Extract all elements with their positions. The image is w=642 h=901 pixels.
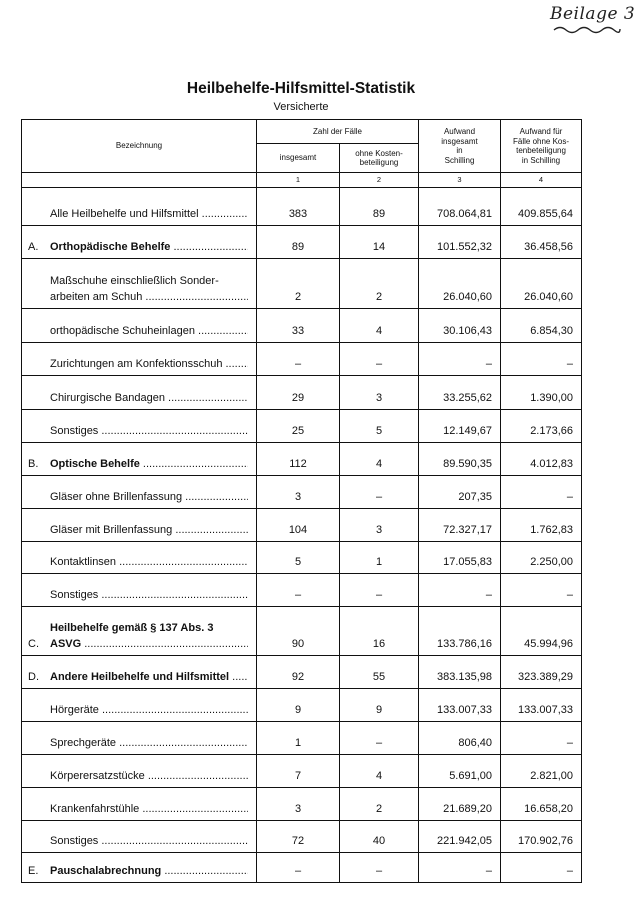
table-row bbox=[22, 853, 582, 883]
row-label-text: Gläser mit Brillenfassung ..... bbox=[50, 524, 248, 536]
cost-no-copay: 26.040,60 bbox=[501, 259, 582, 309]
table-row bbox=[22, 821, 582, 853]
row-label-text: Kontaktlinsen ..... bbox=[50, 556, 248, 568]
table-row bbox=[22, 509, 582, 542]
table-row bbox=[22, 376, 582, 410]
cost-no-copay: 1.390,00 bbox=[501, 376, 582, 410]
cost-total: – bbox=[419, 853, 501, 883]
table-row bbox=[22, 574, 582, 607]
table-row bbox=[22, 722, 582, 755]
count-total: 3 bbox=[257, 476, 340, 509]
cost-total: 30.106,43 bbox=[419, 309, 501, 343]
row-label bbox=[22, 574, 257, 607]
cost-total: – bbox=[419, 574, 501, 607]
count-total: – bbox=[257, 853, 340, 883]
row-label-text: Krankenfahrstühle ..... bbox=[50, 803, 248, 815]
header-col-number-blank bbox=[22, 173, 257, 188]
count-no-copay: – bbox=[340, 574, 419, 607]
table-row bbox=[22, 410, 582, 443]
table-row bbox=[22, 476, 582, 509]
count-no-copay: 3 bbox=[340, 376, 419, 410]
cost-no-copay: 2.173,66 bbox=[501, 410, 582, 443]
table-row bbox=[22, 259, 582, 309]
count-total: 90 bbox=[257, 607, 340, 656]
count-no-copay: – bbox=[340, 722, 419, 755]
cost-total: 72.327,17 bbox=[419, 509, 501, 542]
count-no-copay: 3 bbox=[340, 509, 419, 542]
row-label-text: Sprechgeräte ..... bbox=[50, 737, 248, 749]
cost-no-copay: – bbox=[501, 476, 582, 509]
row-label bbox=[22, 410, 257, 443]
count-no-copay: 1 bbox=[340, 542, 419, 574]
cost-total: 133.786,16 bbox=[419, 607, 501, 656]
header-col-number: 1 bbox=[257, 173, 340, 188]
row-label-text: Optische Behelfe ..... bbox=[50, 458, 248, 470]
count-no-copay: – bbox=[340, 476, 419, 509]
count-total: 383 bbox=[257, 188, 340, 226]
table-row bbox=[22, 689, 582, 722]
cost-no-copay: – bbox=[501, 722, 582, 755]
count-total: 25 bbox=[257, 410, 340, 443]
cost-no-copay: 45.994,96 bbox=[501, 607, 582, 656]
row-label-text: Körperersatzstücke ..... bbox=[50, 770, 248, 782]
row-label bbox=[22, 755, 257, 788]
row-label bbox=[22, 443, 257, 476]
row-label bbox=[22, 376, 257, 410]
cost-total: 21.689,20 bbox=[419, 788, 501, 821]
count-total: 92 bbox=[257, 656, 340, 689]
table-row bbox=[22, 755, 582, 788]
row-label bbox=[22, 689, 257, 722]
cost-no-copay: 1.762,83 bbox=[501, 509, 582, 542]
row-label-text: Pauschalabrechnung ..... bbox=[50, 865, 248, 877]
row-label bbox=[22, 343, 257, 376]
count-no-copay: – bbox=[340, 343, 419, 376]
cost-no-copay: 170.902,76 bbox=[501, 821, 582, 853]
cost-total: 383.135,98 bbox=[419, 656, 501, 689]
header-zahl-der-faelle: Zahl der Fälle bbox=[257, 120, 419, 144]
cost-no-copay: – bbox=[501, 343, 582, 376]
count-total: – bbox=[257, 343, 340, 376]
row-label-text: Orthopädische Behelfe ..... bbox=[50, 241, 248, 253]
count-total: 2 bbox=[257, 259, 340, 309]
document-title: Heilbehelfe-Hilfsmittel-Statistik bbox=[186, 80, 416, 97]
handwritten-annotation: Beilage 3 bbox=[550, 4, 636, 24]
row-label-text: Gläser ohne Brillenfassung ..... bbox=[50, 491, 248, 503]
header-col-number: 3 bbox=[419, 173, 501, 188]
cost-total: 708.064,81 bbox=[419, 188, 501, 226]
count-total: 7 bbox=[257, 755, 340, 788]
table-row bbox=[22, 226, 582, 259]
cost-total: 5.691,00 bbox=[419, 755, 501, 788]
cost-total: 17.055,83 bbox=[419, 542, 501, 574]
cost-no-copay: – bbox=[501, 574, 582, 607]
row-prefix: E. bbox=[28, 865, 39, 877]
cost-no-copay: 409.855,64 bbox=[501, 188, 582, 226]
row-prefix: C. bbox=[28, 638, 39, 650]
cost-total: 101.552,32 bbox=[419, 226, 501, 259]
row-label-text: Hörgeräte ..... bbox=[50, 704, 248, 716]
row-label bbox=[22, 476, 257, 509]
header-col-number: 2 bbox=[340, 173, 419, 188]
count-total: – bbox=[257, 574, 340, 607]
count-no-copay: 16 bbox=[340, 607, 419, 656]
statistics-table bbox=[21, 119, 582, 883]
cost-total: 12.149,67 bbox=[419, 410, 501, 443]
table-row bbox=[22, 656, 582, 689]
cost-total: 133.007,33 bbox=[419, 689, 501, 722]
row-label bbox=[22, 607, 257, 656]
count-total: 89 bbox=[257, 226, 340, 259]
count-no-copay: 4 bbox=[340, 309, 419, 343]
table-body bbox=[22, 188, 582, 883]
cost-total: 89.590,35 bbox=[419, 443, 501, 476]
cost-total: 26.040,60 bbox=[419, 259, 501, 309]
count-no-copay: 2 bbox=[340, 259, 419, 309]
row-label-text: Chirurgische Bandagen ..... bbox=[50, 392, 248, 404]
cost-no-copay: 36.458,56 bbox=[501, 226, 582, 259]
count-total: 9 bbox=[257, 689, 340, 722]
cost-total: – bbox=[419, 343, 501, 376]
row-label bbox=[22, 722, 257, 755]
table-row bbox=[22, 343, 582, 376]
count-no-copay: 4 bbox=[340, 443, 419, 476]
row-label bbox=[22, 259, 257, 309]
row-label-text: orthopädische Schuheinlagen ..... bbox=[50, 325, 248, 337]
count-total: 72 bbox=[257, 821, 340, 853]
count-total: 5 bbox=[257, 542, 340, 574]
count-no-copay: 2 bbox=[340, 788, 419, 821]
row-label bbox=[22, 656, 257, 689]
table-row bbox=[22, 788, 582, 821]
header-col-number: 4 bbox=[501, 173, 582, 188]
cost-total: 33.255,62 bbox=[419, 376, 501, 410]
row-label-text: Alle Heilbehelfe und Hilfsmittel ..... bbox=[50, 208, 248, 220]
header-bezeichnung: Bezeichnung bbox=[22, 120, 257, 173]
table-row bbox=[22, 309, 582, 343]
count-no-copay: 4 bbox=[340, 755, 419, 788]
header-insgesamt: insgesamt bbox=[257, 144, 340, 173]
cost-no-copay: 2.821,00 bbox=[501, 755, 582, 788]
header-aufwand-insgesamt: Aufwand insgesamt in Schilling bbox=[419, 120, 501, 173]
count-no-copay: 89 bbox=[340, 188, 419, 226]
cost-total: 207,35 bbox=[419, 476, 501, 509]
cost-no-copay: 133.007,33 bbox=[501, 689, 582, 722]
count-total: 33 bbox=[257, 309, 340, 343]
count-no-copay: – bbox=[340, 853, 419, 883]
table-row bbox=[22, 607, 582, 656]
row-label-text: Zurichtungen am Konfektionsschuh ..... bbox=[50, 358, 248, 370]
table-row bbox=[22, 542, 582, 574]
header-aufwand-ohne-kostenbeteiligung: Aufwand für Fälle ohne Kos- tenbeteiligung in Schilling bbox=[501, 120, 582, 173]
count-no-copay: 40 bbox=[340, 821, 419, 853]
row-prefix: A. bbox=[28, 241, 39, 253]
row-label bbox=[22, 821, 257, 853]
document-subtitle: Versicherte bbox=[273, 101, 329, 113]
row-label bbox=[22, 226, 257, 259]
row-label bbox=[22, 788, 257, 821]
row-prefix: D. bbox=[28, 671, 39, 683]
count-no-copay: 5 bbox=[340, 410, 419, 443]
row-label-text: Andere Heilbehelfe und Hilfsmittel ..... bbox=[50, 671, 248, 683]
count-no-copay: 14 bbox=[340, 226, 419, 259]
count-total: 29 bbox=[257, 376, 340, 410]
cost-no-copay: 16.658,20 bbox=[501, 788, 582, 821]
count-total: 112 bbox=[257, 443, 340, 476]
row-label-text: Sonstiges ..... bbox=[50, 425, 248, 437]
row-label bbox=[22, 853, 257, 883]
table-row bbox=[22, 188, 582, 226]
cost-no-copay: – bbox=[501, 853, 582, 883]
row-label-text: Sonstiges ..... bbox=[50, 589, 248, 601]
cost-no-copay: 323.389,29 bbox=[501, 656, 582, 689]
cost-total: 806,40 bbox=[419, 722, 501, 755]
row-label bbox=[22, 309, 257, 343]
count-total: 104 bbox=[257, 509, 340, 542]
table-row bbox=[22, 443, 582, 476]
count-total: 1 bbox=[257, 722, 340, 755]
row-label bbox=[22, 509, 257, 542]
cost-total: 221.942,05 bbox=[419, 821, 501, 853]
handwritten-underline-icon bbox=[552, 24, 622, 34]
count-total: 3 bbox=[257, 788, 340, 821]
cost-no-copay: 2.250,00 bbox=[501, 542, 582, 574]
row-label-text: Heilbehelfe gemäß § 137 Abs. 3 ASVG ..... bbox=[50, 622, 248, 650]
row-label bbox=[22, 188, 257, 226]
header-ohne-kostenbeteiligung: ohne Kosten- beteiligung bbox=[340, 144, 419, 173]
count-no-copay: 9 bbox=[340, 689, 419, 722]
row-label bbox=[22, 542, 257, 574]
row-label-text: Maßschuhe einschließlich Sonder- arbeiten am Schuh ..... bbox=[50, 275, 248, 303]
row-label-text: Sonstiges ..... bbox=[50, 835, 248, 847]
row-prefix: B. bbox=[28, 458, 39, 470]
count-no-copay: 55 bbox=[340, 656, 419, 689]
cost-no-copay: 6.854,30 bbox=[501, 309, 582, 343]
cost-no-copay: 4.012,83 bbox=[501, 443, 582, 476]
